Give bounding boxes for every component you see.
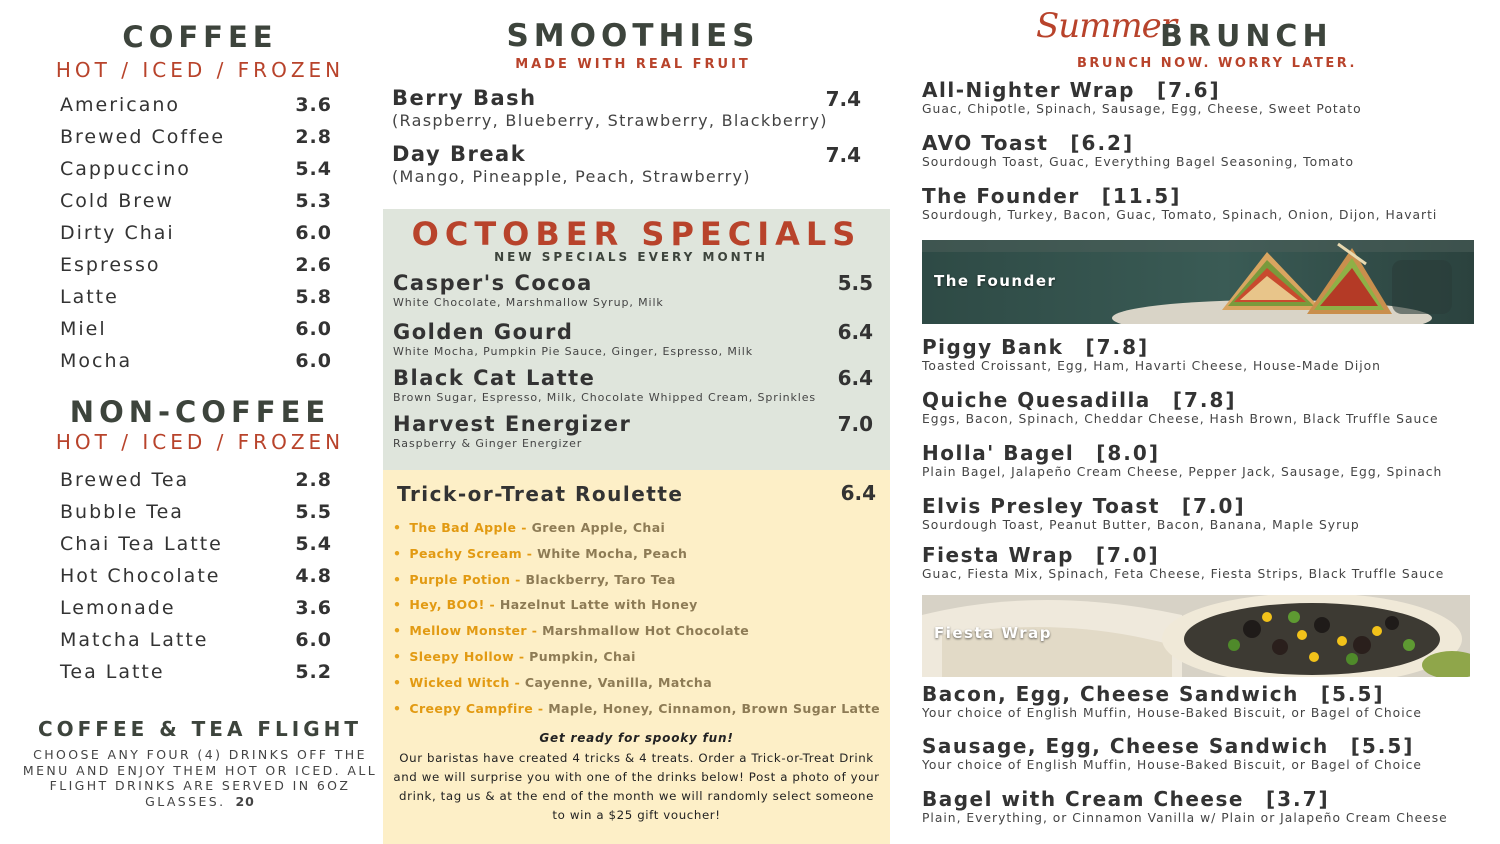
item-price: [7.8] [1085, 335, 1150, 359]
drink-description: Maple, Honey, Cinnamon, Brown Sugar Latte [548, 700, 881, 716]
brunch-subtitle: BRUNCH NOW. WORRY LATER. [1077, 56, 1357, 71]
brunch-item [922, 543, 1492, 581]
item-name: Fiesta Wrap [922, 543, 1074, 567]
noncoffee-subtitle: HOT / ICED / FROZEN [55, 430, 345, 454]
item-price: [7.8] [1172, 388, 1237, 412]
separator: - [526, 545, 533, 561]
trick-price: 6.4 [840, 481, 876, 505]
drink-description: Cayenne, Vanilla, Matcha [524, 674, 713, 690]
item-name: Holla' Bagel [922, 441, 1075, 465]
special-item [393, 366, 873, 404]
item-name: Espresso [60, 254, 161, 276]
special-item [393, 320, 873, 358]
menu-item [60, 661, 332, 693]
drink-description: Marshmallow Hot Chocolate [542, 623, 750, 639]
menu-item [60, 318, 332, 350]
trick-title: Trick-or-Treat Roulette [397, 482, 684, 506]
item-price: 5.2 [295, 661, 332, 683]
item-price: 5.4 [295, 533, 332, 555]
list-item [393, 675, 883, 701]
menu-item [60, 190, 332, 222]
item-description: Sourdough, Turkey, Bacon, Guac, Tomato, Spinach, Onion, Dijon, Havarti [922, 208, 1438, 222]
fiesta-photo [922, 595, 1470, 677]
list-item [393, 649, 883, 675]
smoothies-subtitle: MADE WITH REAL FRUIT [515, 57, 751, 72]
list-item [393, 572, 883, 598]
item-price: 5.3 [295, 190, 332, 212]
list-item [393, 597, 883, 623]
october-subtitle: NEW SPECIALS EVERY MONTH [494, 250, 768, 264]
brunch-item [922, 78, 1492, 116]
brunch-item [922, 734, 1492, 772]
item-price: [7.0] [1181, 494, 1246, 518]
item-name: Tea Latte [60, 661, 165, 683]
flight-description [20, 747, 380, 809]
item-description: Toasted Croissant, Egg, Ham, Havarti Cheese, House-Made Dijon [922, 359, 1381, 373]
menu-item [60, 533, 332, 565]
item-description: (Raspberry, Blueberry, Strawberry, Blackberry) [392, 111, 828, 130]
item-price: [7.6] [1156, 78, 1221, 102]
drink-description: Hazelnut Latte with Honey [499, 597, 698, 613]
item-name: Berry Bash [392, 86, 537, 110]
menu-item [60, 597, 332, 629]
item-name: Lemonade [60, 597, 176, 619]
item-description: Your choice of English Muffin, House-Baked Biscuit, or Bagel of Choice [922, 758, 1422, 772]
special-item [393, 271, 873, 309]
brunch-item [922, 388, 1492, 426]
smoothie-item [392, 142, 864, 186]
item-name: Bagel with Cream Cheese [922, 787, 1244, 811]
list-item [393, 623, 883, 649]
trick-description: Our baristas have created 4 tricks & 4 treats. Order a Trick-or-Treat Drink and we will surprise you with one of the drinks below! Post a photo of your drink, tag us & at the end of the month we will randomly select someone to win a $25 gift voucher! [393, 751, 880, 822]
trick-list [393, 520, 883, 726]
item-name: Matcha Latte [60, 629, 209, 651]
item-name: Black Cat Latte [393, 366, 596, 390]
separator: - [489, 597, 496, 613]
item-description: Plain, Everything, or Cinnamon Vanilla w/ Plain or Jalapeño Cream Cheese [922, 811, 1448, 825]
item-price: 2.8 [295, 469, 332, 491]
item-price: 7.4 [825, 143, 861, 167]
brunch-title: BRUNCH [1160, 19, 1333, 54]
item-price: 6.0 [295, 629, 332, 651]
item-name: Day Break [392, 142, 527, 166]
item-price: 2.6 [295, 254, 332, 276]
flight-title: COFFEE & TEA FLIGHT [37, 717, 363, 741]
item-price: 6.0 [295, 222, 332, 244]
item-price: 5.8 [295, 286, 332, 308]
item-description: Guac, Chipotle, Spinach, Sausage, Egg, Cheese, Sweet Potato [922, 102, 1362, 116]
bullet-icon: • [393, 520, 402, 535]
item-price: [8.0] [1096, 441, 1160, 465]
item-name: Latte [60, 286, 119, 308]
brunch-script-title: Summer [1036, 6, 1177, 46]
item-name: All-Nighter Wrap [922, 78, 1135, 102]
photo-label: Fiesta Wrap [934, 624, 1053, 642]
item-description: Sourdough Toast, Peanut Butter, Bacon, Banana, Maple Syrup [922, 518, 1360, 532]
bullet-icon: • [393, 623, 402, 639]
item-price: [11.5] [1101, 184, 1182, 208]
item-price: 7.0 [837, 412, 873, 436]
flight-text: CHOOSE ANY FOUR (4) DRINKS OFF THE MENU AND ENJOY THEM HOT OR ICED. ALL FLIGHT DRINKS ARE SERVED IN 6OZ GLASSES. [22, 747, 378, 809]
smoothies-title: SMOOTHIES [506, 18, 760, 54]
item-name: Chai Tea Latte [60, 533, 223, 555]
separator: - [515, 571, 521, 587]
trick-cta: Get ready for spooky fun! [539, 731, 734, 745]
hot-drinks-column [0, 0, 380, 844]
menu-item [60, 469, 332, 501]
flight-price: 20 [235, 793, 255, 809]
list-item [393, 520, 883, 546]
item-description: Plain Bagel, Jalapeño Cream Cheese, Pepper Jack, Sausage, Egg, Spinach [922, 465, 1443, 479]
drink-name: Hey, BOO! [409, 597, 485, 613]
coffee-title: COFFEE [122, 20, 278, 54]
item-price: [7.0] [1095, 543, 1160, 567]
drink-name: Creepy Campfire [409, 700, 534, 716]
item-price: 2.8 [295, 126, 332, 148]
menu-item [60, 501, 332, 533]
menu-item [60, 94, 332, 126]
brunch-item [922, 131, 1492, 169]
separator: - [514, 674, 521, 690]
item-name: AVO Toast [922, 131, 1049, 155]
drink-name: Purple Potion [409, 571, 511, 587]
item-description: Raspberry & Ginger Energizer [393, 437, 583, 450]
separator: - [537, 700, 544, 716]
item-name: Dirty Chai [60, 222, 175, 244]
item-price: [5.5] [1350, 734, 1415, 758]
list-item [393, 701, 883, 727]
separator: - [531, 623, 538, 639]
item-name: Cold Brew [60, 190, 174, 212]
brunch-item [922, 494, 1492, 532]
item-price: [6.2] [1070, 131, 1135, 155]
list-item [393, 546, 883, 572]
menu-item [60, 158, 332, 190]
special-item [393, 412, 873, 450]
item-price: 7.4 [825, 87, 861, 111]
noncoffee-title: NON-COFFEE [69, 395, 331, 429]
item-price: 4.8 [295, 565, 332, 587]
item-price: [3.7] [1265, 787, 1330, 811]
item-price: 5.4 [295, 158, 332, 180]
bullet-icon: • [393, 700, 402, 716]
item-name: Harvest Energizer [393, 412, 632, 436]
separator: - [521, 520, 527, 535]
menu-item [60, 286, 332, 318]
item-name: Miel [60, 318, 107, 340]
brunch-item [922, 682, 1492, 720]
item-description: White Mocha, Pumpkin Pie Sauce, Ginger, Espresso, Milk [393, 345, 753, 358]
menu-item [60, 629, 332, 661]
item-name: Sausage, Egg, Cheese Sandwich [922, 734, 1329, 758]
drink-name: Mellow Monster [409, 623, 527, 639]
smoothie-item [392, 86, 864, 130]
october-specials-panel [383, 209, 890, 470]
menu-item [60, 565, 332, 597]
item-price: 6.4 [837, 366, 873, 390]
item-price: 5.5 [837, 271, 873, 295]
item-description: Brown Sugar, Espresso, Milk, Chocolate Whipped Cream, Sprinkles [393, 391, 817, 404]
drink-description: White Mocha, Peach [537, 545, 688, 561]
item-price: 3.6 [295, 94, 332, 116]
bullet-icon: • [393, 648, 402, 664]
bullet-icon: • [393, 545, 402, 561]
noncoffee-list [60, 469, 332, 693]
item-description: White Chocolate, Marshmallow Syrup, Milk [393, 296, 664, 309]
drink-name: Peachy Scream [409, 545, 522, 561]
item-name: Casper's Cocoa [393, 271, 593, 295]
menu-item [60, 254, 332, 286]
brunch-item [922, 787, 1492, 825]
item-description: Your choice of English Muffin, House-Baked Biscuit, or Bagel of Choice [922, 706, 1422, 720]
item-price: [5.5] [1320, 682, 1385, 706]
coffee-list [60, 94, 332, 382]
founder-photo [922, 240, 1474, 324]
item-name: Elvis Presley Toast [922, 494, 1160, 518]
brunch-item [922, 441, 1492, 479]
item-price: 3.6 [295, 597, 332, 619]
item-description: (Mango, Pineapple, Peach, Strawberry) [392, 167, 751, 186]
item-price: 5.5 [295, 501, 332, 523]
drink-name: Wicked Witch [409, 674, 510, 690]
item-name: Brewed Coffee [60, 126, 226, 148]
trick-or-treat-panel [383, 470, 890, 844]
item-price: 6.4 [837, 320, 873, 344]
drink-description: Blackberry, Taro Tea [525, 571, 676, 587]
brunch-item [922, 184, 1492, 222]
drink-description: Pumpkin, Chai [529, 648, 636, 664]
item-name: Golden Gourd [393, 320, 574, 344]
item-name: Mocha [60, 350, 133, 372]
item-name: Piggy Bank [922, 335, 1064, 359]
item-name: Cappuccino [60, 158, 191, 180]
item-name: Americano [60, 94, 181, 116]
menu-item [60, 350, 332, 382]
item-name: Bacon, Egg, Cheese Sandwich [922, 682, 1299, 706]
drink-description: Green Apple, Chai [531, 520, 666, 535]
item-price: 6.0 [295, 350, 332, 372]
item-name: Hot Chocolate [60, 565, 221, 587]
bullet-icon: • [393, 571, 402, 587]
bullet-icon: • [393, 674, 402, 690]
october-title: OCTOBER SPECIALS [411, 215, 862, 253]
item-name: The Founder [922, 184, 1080, 208]
item-description: Eggs, Bacon, Spinach, Cheddar Cheese, Hash Brown, Black Truffle Sauce [922, 412, 1439, 426]
item-name: Quiche Quesadilla [922, 388, 1151, 412]
menu-item [60, 222, 332, 254]
brunch-item [922, 335, 1492, 373]
item-description: Guac, Fiesta Mix, Spinach, Feta Cheese, Fiesta Strips, Black Truffle Sauce [922, 567, 1445, 581]
item-name: Bubble Tea [60, 501, 184, 523]
bullet-icon: • [393, 597, 402, 613]
drink-name: The Bad Apple [409, 520, 517, 535]
menu-item [60, 126, 332, 158]
photo-label: The Founder [934, 272, 1057, 290]
separator: - [518, 648, 525, 664]
item-description: Sourdough Toast, Guac, Everything Bagel Seasoning, Tomato [922, 155, 1354, 169]
item-name: Brewed Tea [60, 469, 190, 491]
item-price: 6.0 [295, 318, 332, 340]
drink-name: Sleepy Hollow [409, 648, 515, 664]
coffee-subtitle: HOT / ICED / FROZEN [55, 58, 345, 82]
